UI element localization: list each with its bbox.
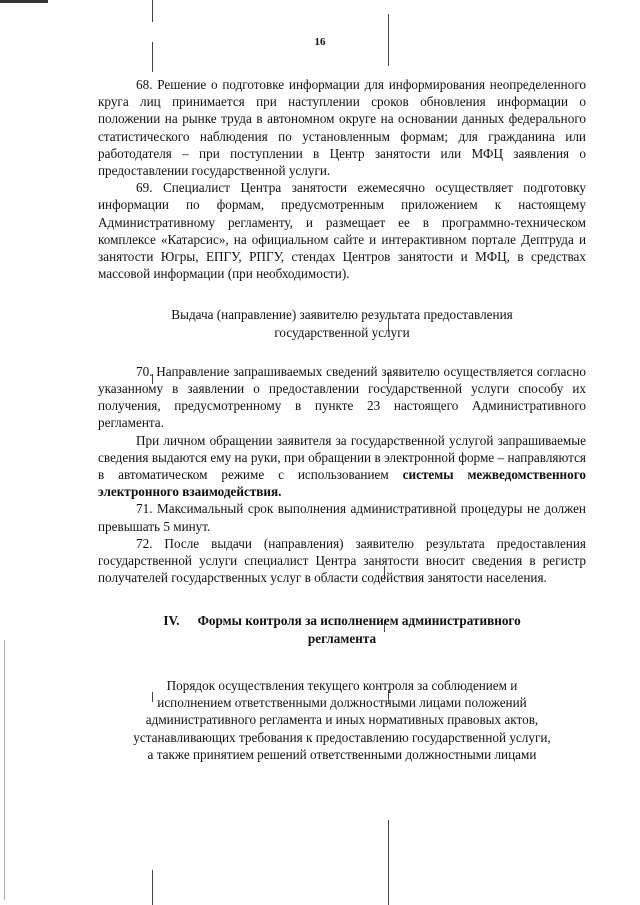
scan-mark — [388, 820, 389, 905]
heading-line: устанавливающих требования к предоставлению государственной услуги, — [133, 729, 551, 745]
heading-line: Порядок осуществления текущего контроля за соблюдением и — [166, 677, 518, 693]
paragraph-70-continuation — [98, 432, 586, 501]
heading-issue-result — [98, 306, 586, 340]
bold-text-run: системы межведомственного электронного взаимодействия — [98, 467, 586, 500]
subheading-current-control — [98, 677, 586, 763]
heading-line: Выдача (направление) заявителю результата предоставления — [171, 307, 513, 323]
heading-line: исполнением ответственными должностными лицами положений — [157, 695, 527, 711]
paragraph-68: 68. Решение о подготовке информации для информирования неопределенного круга лиц принимается при наступлении сроков обновления информации о положении на рынке труда в автономном округе на основании данных федерального статистического наблюдения по установленным формам; для гражданина или работодателя – при поступлении в Центр занятости или МФЦ заявления о предоставлении государственной услуги. — [98, 77, 586, 179]
margin-edge-line — [4, 640, 5, 900]
paragraph-70: 70. Направление запрашиваемых сведений заявителю осуществляется согласно указанному в заявлении о предоставлении государственной услуги способу их получения, предусмотренному в пункте 23 настоящего Административного регламента. — [98, 363, 586, 431]
heading-line: административного регламента и иных нормативных правовых актов, — [145, 712, 539, 728]
scan-mark — [152, 870, 153, 905]
page-number: 16 — [314, 36, 326, 48]
paragraph-71: 71. Максимальный срок выполнения административной процедуры не должен превышать 5 минут. — [98, 501, 586, 534]
paragraph-69: 69. Специалист Центра занятости ежемесячно осуществляет подготовку информации по формам, предусмотренным приложением к настоящему Административному регламенту, и размещает ее в программно-техническом комплексе «Катарсис», на официальном сайте и интерактивном портале Дептруда и занятости Югры, ЕПГУ, РПГУ, стендах Центров занятости и МФЦ, в средствах массовой информации (при необходимости). — [98, 180, 586, 282]
heading-line: а также принятием решений ответственными должностными лицами — [147, 746, 537, 762]
section-title: Формы контроля за исполнением административного — [197, 613, 521, 629]
scan-artifact-top-left — [0, 0, 48, 3]
heading-line — [98, 612, 586, 629]
heading-line: государственной услуги — [274, 324, 410, 340]
text-run: При личном обращении заявителя за государственной услугой запрашиваемые сведения выдаются ему на руки, при обращении в электронной форме – направляются в автоматическом режиме с использованием — [98, 432, 586, 483]
section-number: IV. — [163, 613, 180, 629]
scan-mark — [152, 0, 153, 22]
document-body — [98, 76, 586, 763]
paragraph-72: 72. После выдачи (направления) заявителю результата предоставления государственной услуги специалист Центра занятости вносит сведения в регистр получателей государственных услуг в области содействия занятости населения. — [98, 535, 586, 586]
text-run: . — [278, 484, 282, 500]
section-heading-iv — [98, 612, 586, 646]
heading-line: регламента — [307, 630, 377, 646]
